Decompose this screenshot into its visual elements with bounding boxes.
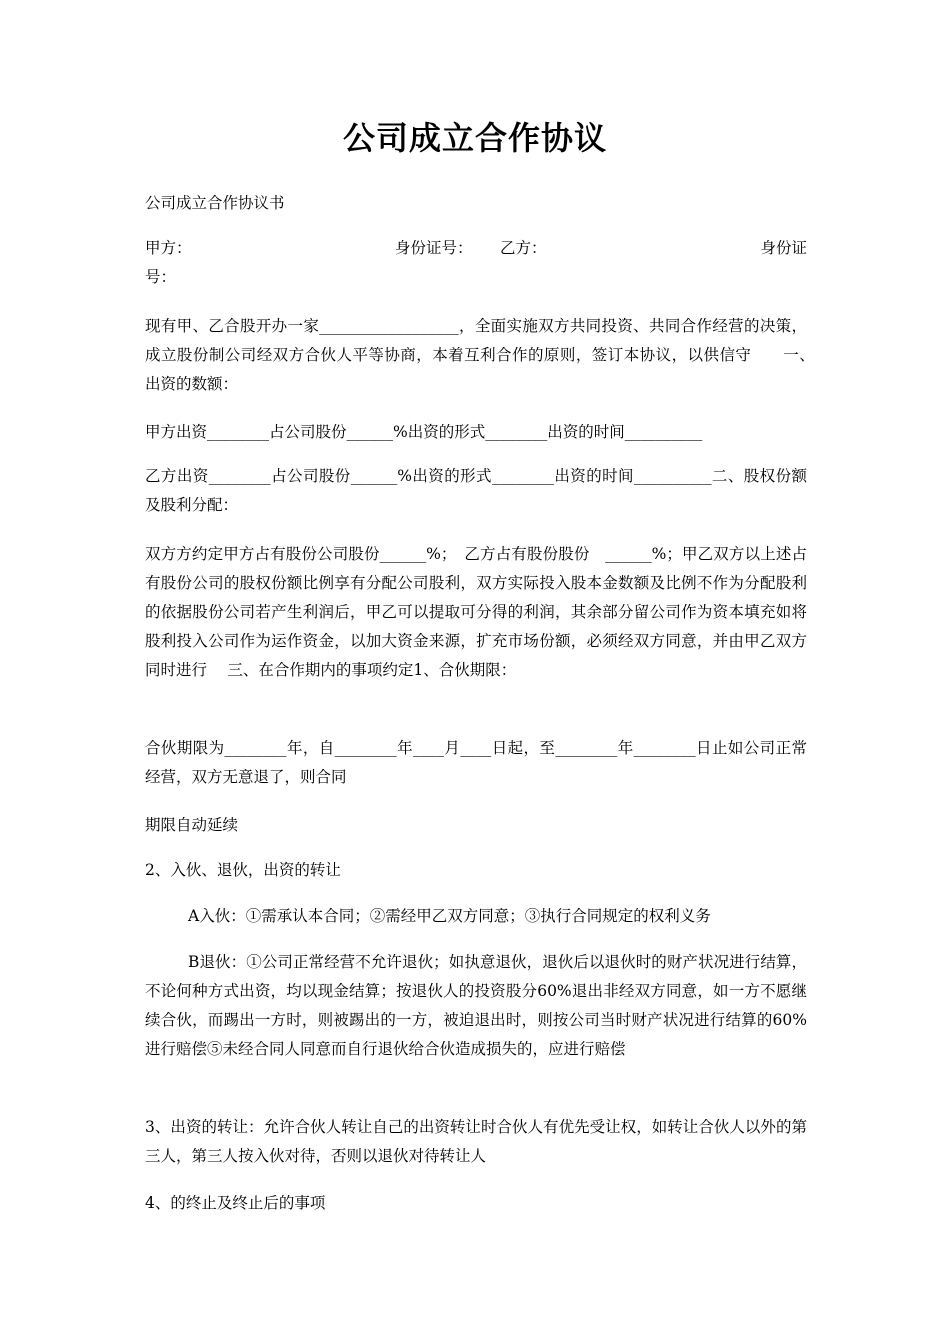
paragraph-party-a-capital: 甲方出资________占公司股份______%出资的形式________出资的时间__________ bbox=[145, 423, 703, 441]
paragraph-intro: 现有甲、乙合股开办一家__________________，全面实施双方共同投资、共同合作经营的决策，成立股份制公司经双方合伙人平等协商，本着互利合作的原则，签订本协议，以供信守 一、 出资的数额： bbox=[145, 317, 823, 393]
clause-3-transfer: 3、出资的转让：允许合伙人转让自己的出资转让时合伙人有优先受让权，如转让合伙人以外的第三人，第三人按入伙对待，否则以退伙对待转让人 bbox=[145, 1118, 807, 1165]
paragraph-dividends: 双方方约定甲方占有股份公司股份______%； 乙方占有股份股份 ______%；甲乙双方以上述占有股份公司的股权份额比例享有分配公司股利，双方实际投入股本金数额及比例不作为分配股利的依据股份公司若产生利润后，甲乙可以提取可分得的利润，其余部分留公司作为资本填充如将股利投入公司作为运作资金，以加大资金来源，扩充市场份额，必须经双方同意，并由甲乙双方同时进行 三、在合作期内的事项约定1、合伙期限： bbox=[145, 545, 807, 679]
paragraph-party-b-capital: 乙方出资________占公司股份______%出资的形式________出资的时间__________二、股权份额及股利分配： bbox=[145, 467, 807, 514]
parties-line bbox=[145, 234, 807, 292]
section-2-heading: 2、入伙、退伙，出资的转让 bbox=[145, 861, 341, 879]
id-b-label: 身份证 bbox=[760, 239, 807, 257]
clause-b-withdraw: B退伙：①公司正常经营不允许退伙；如执意退伙，退伙后以退伙时的财产状况进行结算，不论何种方式出资，均以现金结算；按退伙人的投资股分60%退出非经双方同意，如一方不愿继续合伙，而踢出一方时，则被踢出的一方，被迫退出时，则按公司当时财产状况进行结算的60%进行赔偿⑤未经合同人同意而自行退伙给合伙造成损失的，应进行赔偿 bbox=[145, 953, 807, 1058]
paragraph-term-extension: 期限自动延续 bbox=[145, 816, 239, 834]
party-a-label: 甲方： bbox=[145, 239, 192, 257]
section-4-heading: 4、的终止及终止后的事项 bbox=[145, 1194, 326, 1212]
document-title: 公司成立合作协议 bbox=[342, 119, 607, 157]
id-a-label: 身份证号： bbox=[395, 239, 473, 257]
paragraph-term: 合伙期限为________年，自________年____月____日起，至________年________日止如公司正常经营，双方无意退了，则合同 bbox=[145, 739, 807, 786]
party-b-label: 乙方： bbox=[500, 239, 547, 257]
id-b-label-cont: 号： bbox=[145, 268, 177, 286]
clause-a-join: A入伙：①需承认本合同；②需经甲乙双方同意；③执行合同规定的权利义务 bbox=[188, 907, 711, 925]
document-subtitle: 公司成立合作协议书 bbox=[145, 194, 285, 212]
